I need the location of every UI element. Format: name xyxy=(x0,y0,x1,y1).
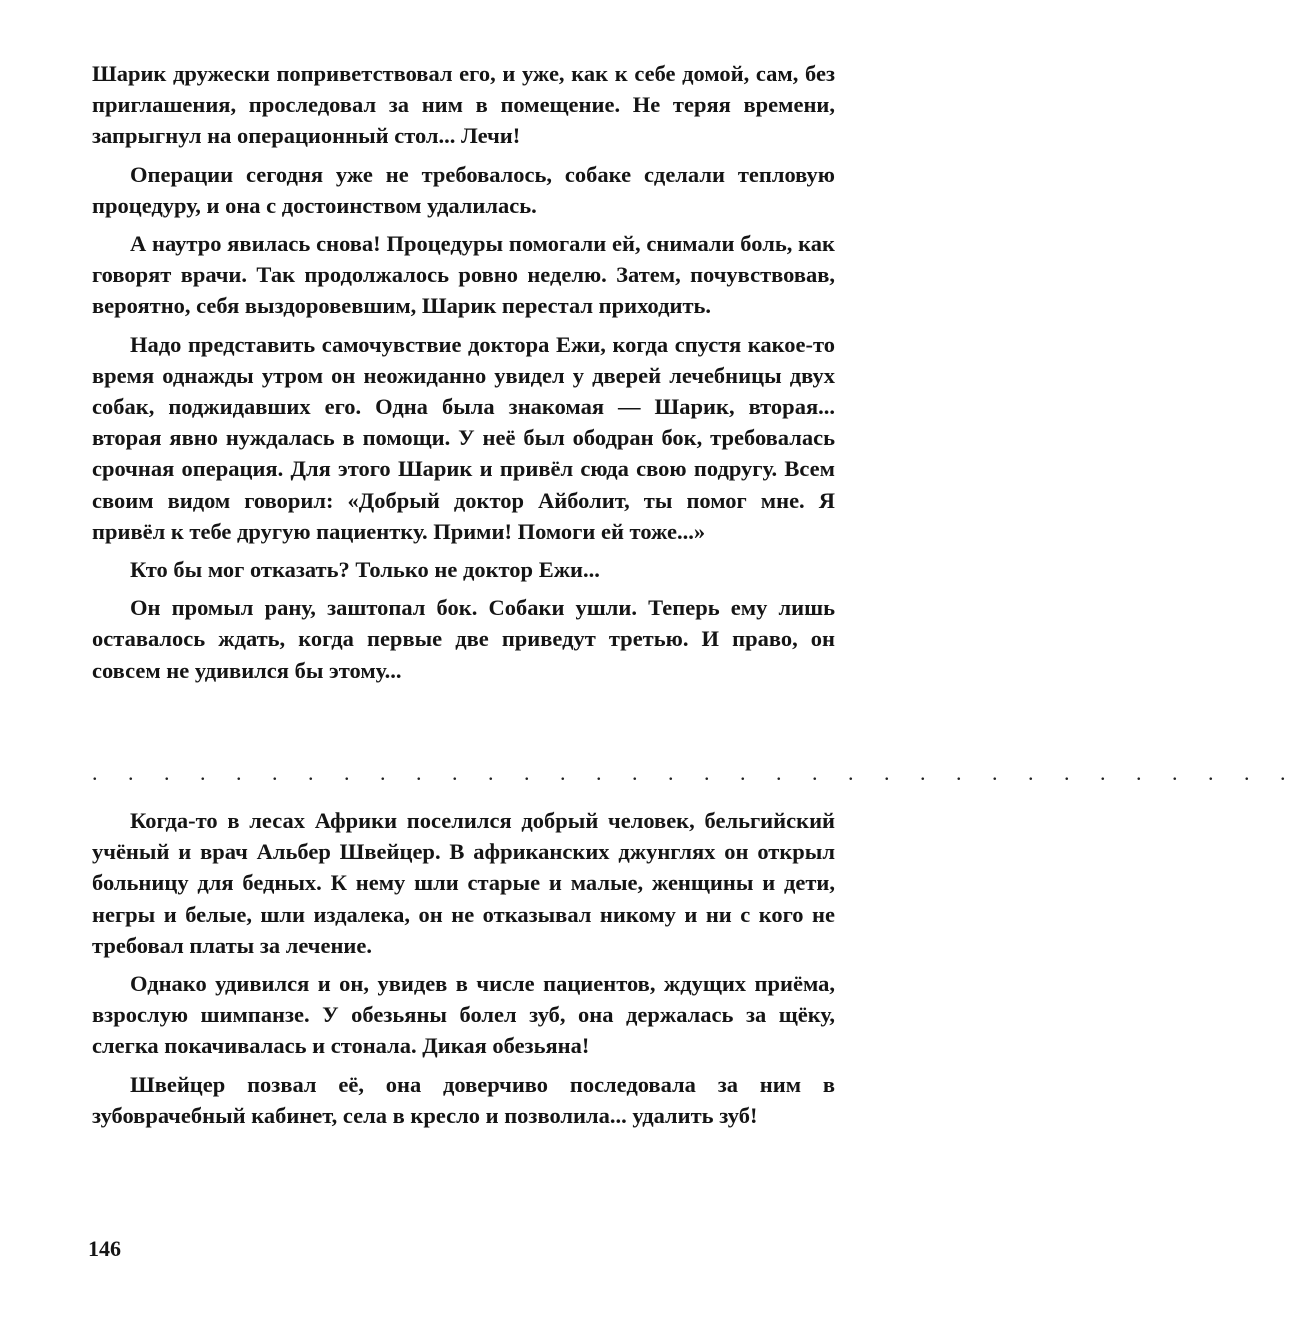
story-section-1 xyxy=(92,58,835,693)
story-section-2 xyxy=(92,805,835,1138)
paragraph: А наутро явилась снова! Процедуры помогали ей, снимали боль, как говорят врачи. Так продолжалось ровно неделю. Затем, почувствовав, вероятно, себя выздоровевшим, Шарик перестал приходить. xyxy=(92,231,835,319)
paragraph: Надо представить самочувствие доктора Ежи, когда спустя какое-то время однажды утром он неожиданно увидел у дверей лечебницы двух собак, поджидавших его. Одна была знакомая — Шарик, вторая... вторая явно нуждалась в помощи. У неё был ободран бок, требовалась срочная операция. Для этого Шарик и привёл сюда свою подругу. Всем своим видом говорил: «Добрый доктор Айболит, ты помог мне. Я привёл к тебе другую пациентку. Прими! Помоги ей тоже...» xyxy=(92,331,835,544)
paragraph: Шарик дружески поприветствовал его, и уже, как к себе домой, сам, без приглашения, проследовал за ним в помещение. Не теряя времени, запрыгнул на операционный стол... Лечи! xyxy=(92,61,835,149)
paragraph: Кто бы мог отказать? Только не доктор Ежи... xyxy=(130,557,600,583)
paragraph: Однако удивился и он, увидев в числе пациентов, ждущих приёма, взрослую шимпанзе. У обезьяны болел зуб, она держалась за щёку, слегка покачивалась и стонала. Дикая обезьяна! xyxy=(92,971,835,1059)
paragraph: Он промыл рану, заштопал бок. Собаки ушли. Теперь ему лишь оставалось ждать, когда первые две приведут третью. И право, он совсем не удивился бы этому... xyxy=(92,595,835,683)
page-number: 146 xyxy=(88,1236,121,1261)
paragraph: Когда-то в лесах Африки поселился добрый человек, бельгийский учёный и врач Альбер Швейцер. В африканских джунглях он открыл больницу для бедных. К нему шли старые и малые, женщины и дети, негры и белые, шли издалека, он не отказывал никому и ни с кого не требовал платы за лечение. xyxy=(92,808,835,958)
section-separator: . . . . . . . . . . . . . . . . . . . . . . . . . . . . . . . . . . xyxy=(92,760,1298,785)
paragraph: Швейцер позвал её, она доверчиво последовала за ним в зубоврачебный кабинет, села в кресло и позволила... удалить зуб! xyxy=(92,1071,835,1128)
paragraph: Операции сегодня уже не требовалось, собаке сделали тепловую процедуру, и она с достоинством удалилась. xyxy=(92,161,835,218)
